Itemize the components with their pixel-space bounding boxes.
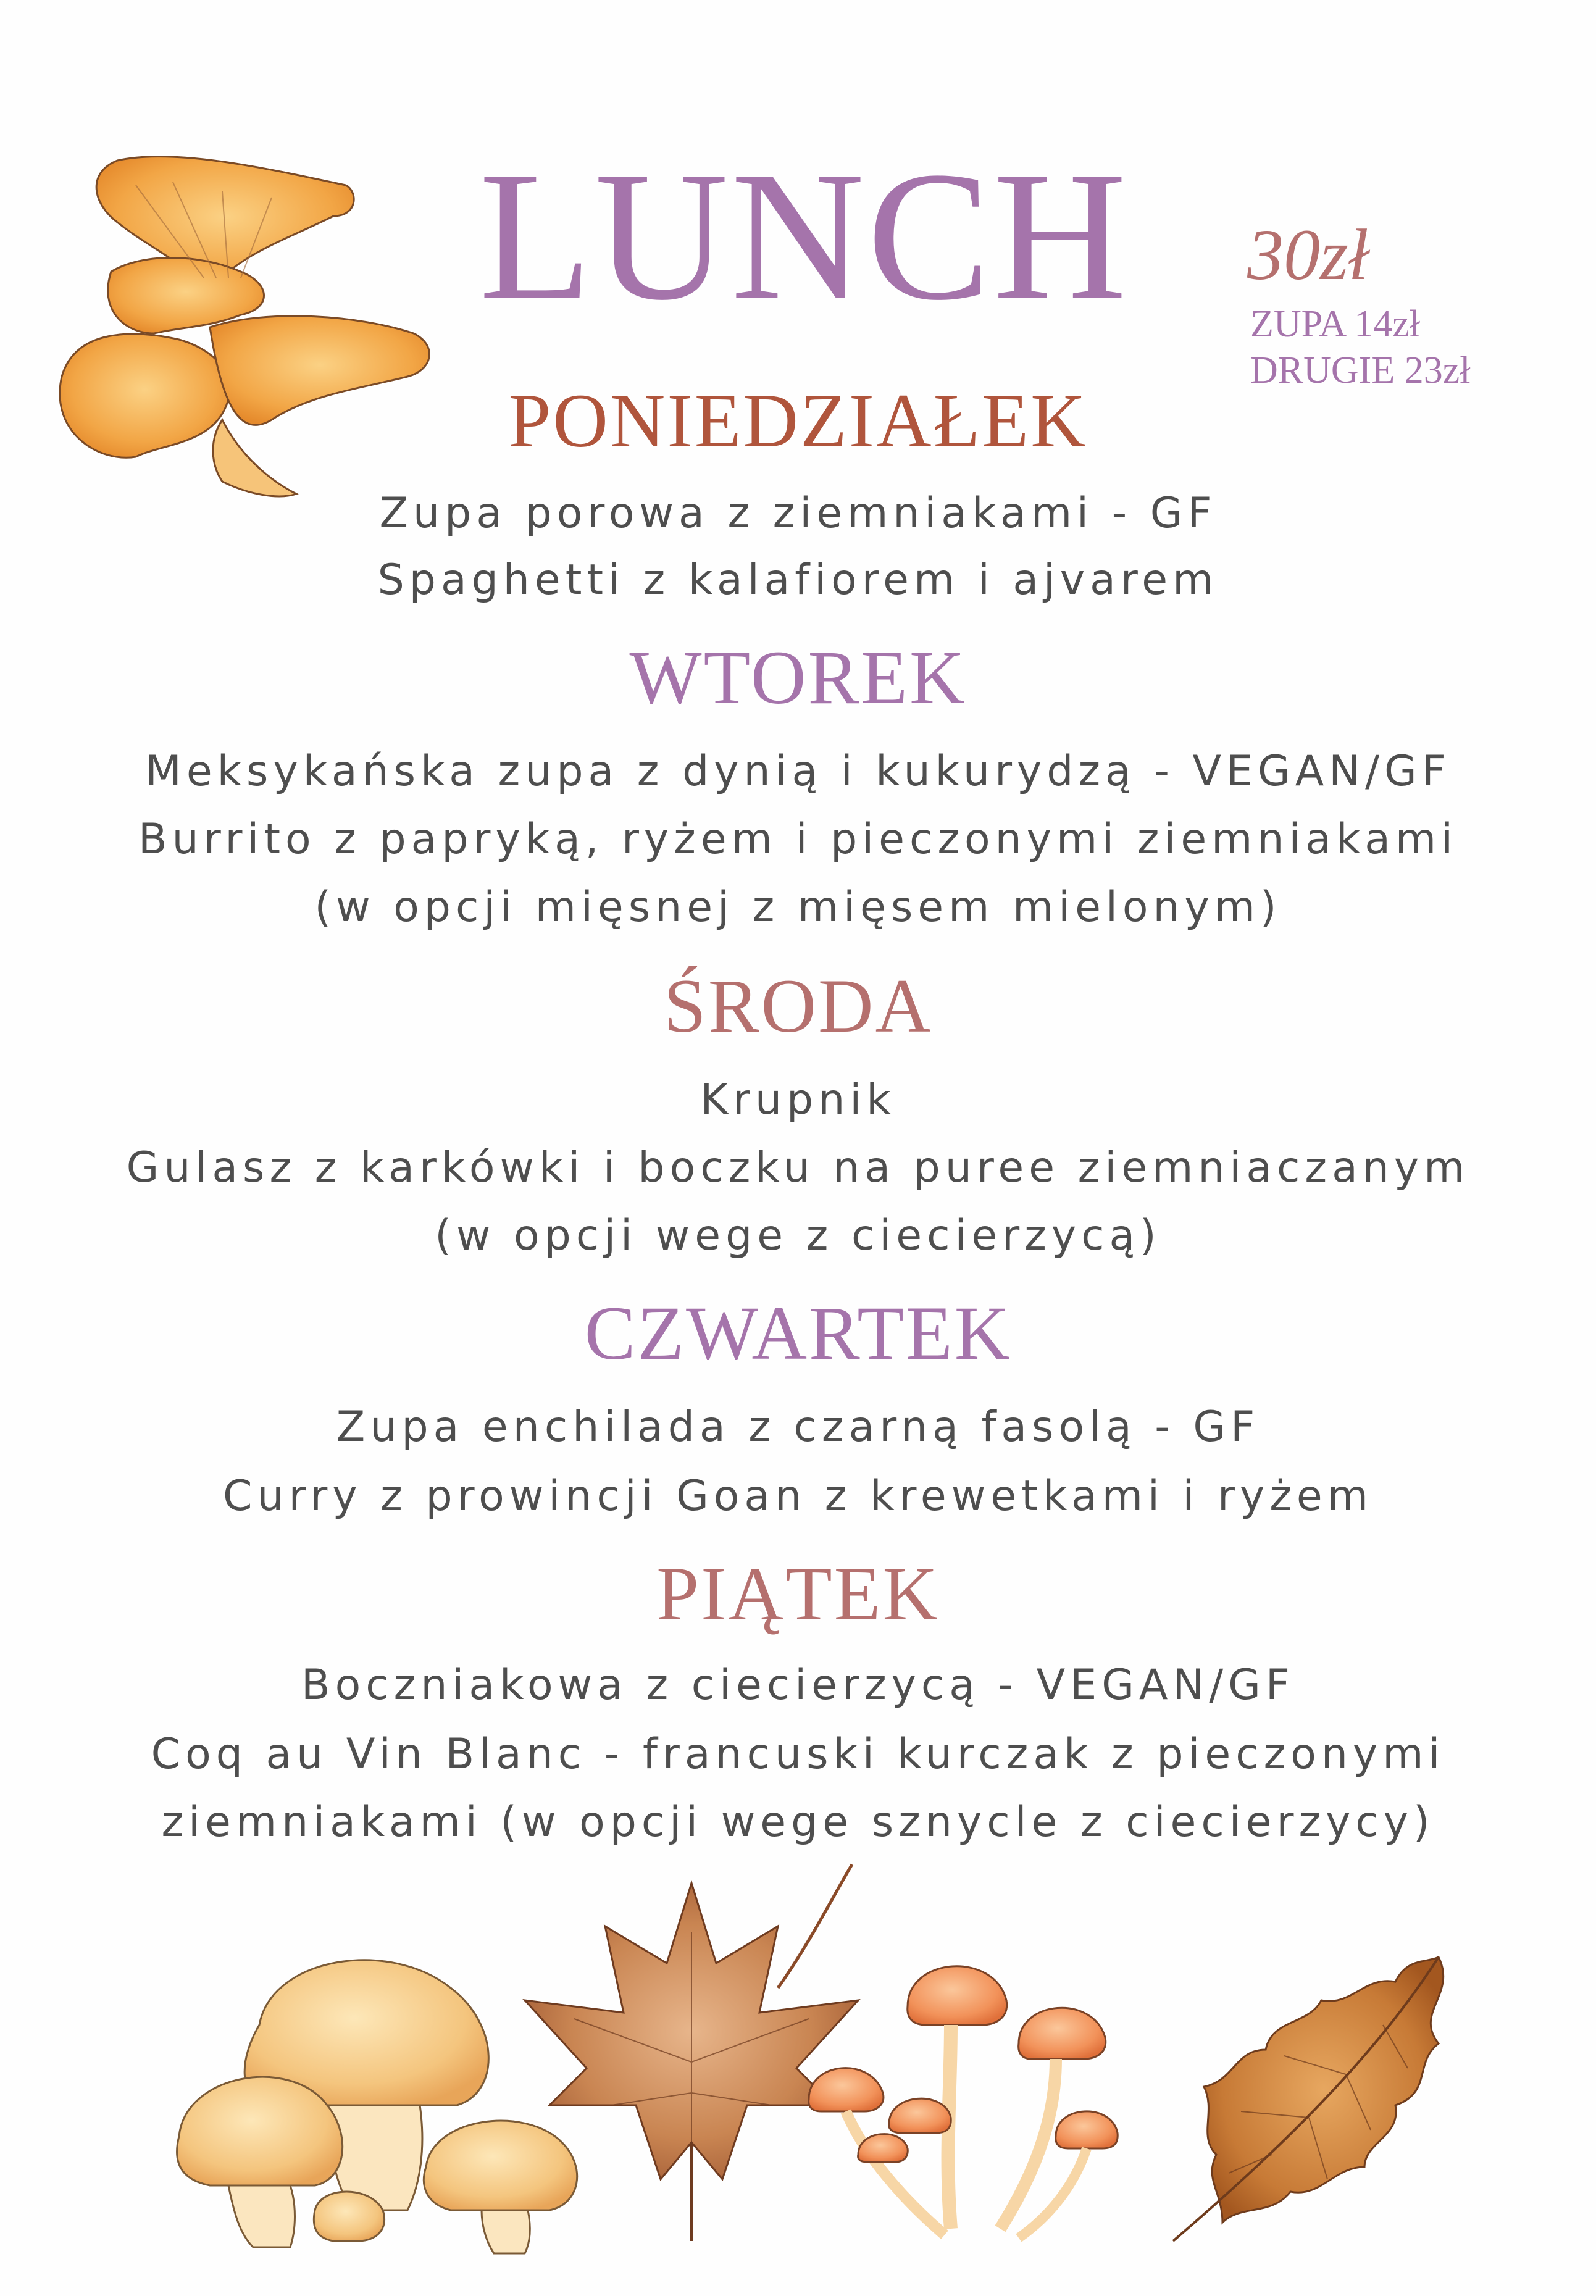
day-wednesday: ŚRODA bbox=[663, 964, 933, 1048]
menu-item: Gulasz z karkówki i boczku na puree ziemniaczanym bbox=[126, 1143, 1470, 1192]
day-tuesday: WTOREK bbox=[629, 635, 967, 720]
day-friday: PIĄTEK bbox=[656, 1551, 940, 1636]
menu-item: Burrito z papryką, ryżem i pieczonymi ziemniakami bbox=[138, 815, 1458, 864]
menu-item: Spaghetti z kalafiorem i ajvarem bbox=[377, 556, 1219, 604]
menu-item: (w opcji wege z ciecierzycą) bbox=[435, 1211, 1161, 1260]
menu-item: Coq au Vin Blanc - francuski kurczak z pieczonymi bbox=[151, 1730, 1445, 1779]
day-monday: PONIEDZIAŁEK bbox=[508, 378, 1088, 463]
menu-item: Zupa enchilada z czarną fasolą - GF bbox=[336, 1403, 1260, 1451]
menu-item: (w opcji mięsnej z mięsem mielonym) bbox=[314, 883, 1282, 932]
day-thursday: CZWARTEK bbox=[584, 1291, 1012, 1376]
menu-item: Zupa porowa z ziemniakami - GF bbox=[379, 489, 1217, 538]
menu-item: Meksykańska zupa z dynią i kukurydzą - VEGAN/GF bbox=[145, 747, 1451, 796]
lunch-price: 30zł bbox=[1247, 214, 1369, 295]
page-title: LUNCH bbox=[478, 133, 1130, 338]
menu-item: Krupnik bbox=[700, 1075, 896, 1124]
menu-item: Curry z prowincji Goan z krewetkami i ryżem bbox=[223, 1472, 1373, 1521]
main-course-price: DRUGIE 23zł bbox=[1250, 349, 1471, 391]
menu-item: Boczniakowa z ciecierzycą - VEGAN/GF bbox=[301, 1661, 1295, 1709]
oak-leaf-icon bbox=[1148, 1932, 1469, 2253]
soup-price: ZUPA 14zł bbox=[1250, 303, 1421, 345]
honey-mushrooms-icon bbox=[796, 1920, 1179, 2272]
menu-item: ziemniakami (w opcji wege sznycle z ciecierzycy) bbox=[161, 1798, 1435, 1847]
